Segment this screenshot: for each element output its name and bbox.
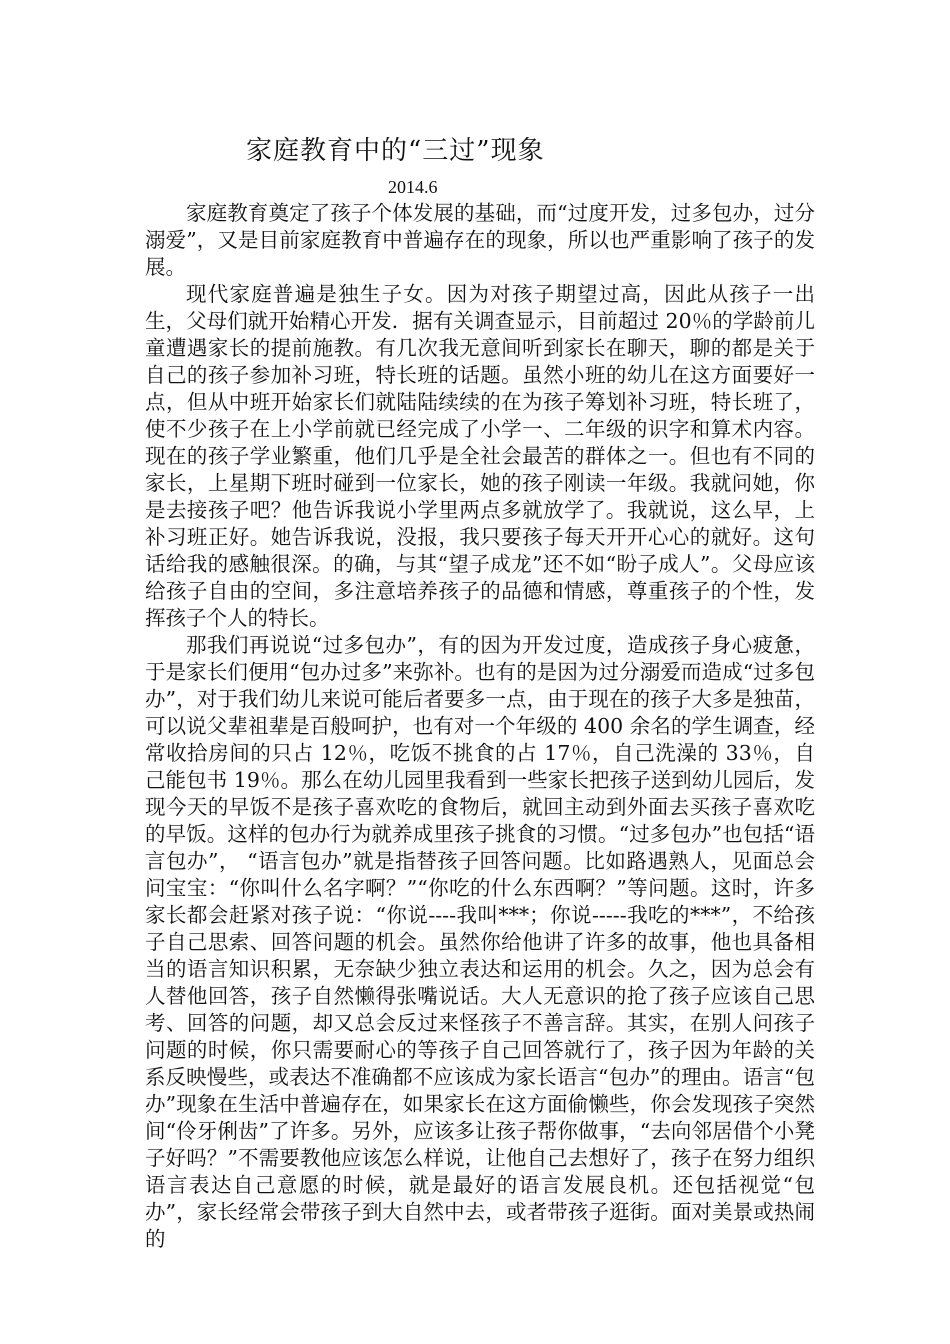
paragraph-3: 那我们再说说“过多包办”，有的因为开发过度，造成孩子身心疲惫，于是家长们便用“包办过多”来弥补。也有的是因为过分溺爱而造成“过多包办”，对于我们幼儿来说可能后者要多一点，由于现在的孩子大多是独苗，可以说父辈祖辈是百般呵护，也有对一个年级的 400 余名的学生调查，经常收拾房间的只占 12％，吃饭不挑食的占 17％，自己洗澡的 33％，自己能包书 19％。那么在幼儿园里我看到一些家长把孩子送到幼儿园后，发现今天的早饭不是孩子喜欢吃的食物后，就回主动到外面去买孩子喜欢吃的早饭。这样的包办行为就养成里孩子挑食的习惯。“过多包办”也包括“语言包办”， “语言包办”就是指替孩子回答问题。比如路遇熟人，见面总会问宝宝：“你叫什么名字啊？”“你吃的什么东西啊？”等问题。这时，许多家长都会赶紧对孩子说：“你说----我叫***；你说-----我吃的***”，不给孩子自己思索、回答问题的机会。虽然你给他讲了许多的故事，他也具备相当的语言知识积累，无奈缺少独立表达和运用的机会。久之，因为总会有人替他回答，孩子自然懒得张嘴说话。大人无意识的抢了孩子应该自己思考、回答的问题，却又总会反过来怪孩子不善言辞。其实，在别人问孩子问题的时候，你只需要耐心的等孩子自己回答就行了，孩子因为年龄的关系反映慢些，或表达不准确都不应该成为家长语言“包办”的理由。语言“包办”现象在生活中普遍存在，如果家长在这方面偷懒些，你会发现孩子突然间“伶牙俐齿”了许多。另外，应该多让孩子帮你做事，“去向邻居借个小凳子好吗？”不需要教他应该怎么样说，让他自己去想好了，孩子在努力组织语言表达自己意愿的时候，就是最好的语言发展良机。还包括视觉“包办”，家长经常会带孩子到大自然中去，或者带孩子逛街。面对美景或热闹的 bbox=[145, 633, 815, 1251]
document-body bbox=[145, 200, 815, 1253]
document-title: 家庭教育中的“三过”现象 bbox=[246, 136, 545, 166]
document-date: 2014.6 bbox=[388, 177, 438, 197]
paragraph-1: 家庭教育奠定了孩子个体发展的基础，而“过度开发，过多包办，过分溺爱”，又是目前家庭教育中普遍存在的现象，所以也严重影响了孩子的发展。 bbox=[145, 201, 815, 279]
paragraph-2: 现代家庭普遍是独生子女。因为对孩子期望过高，因此从孩子一出生，父母们就开始精心开发．据有关调查显示，目前超过 20％的学龄前儿童遭遇家长的提前施教。有几次我无意间听到家长在聊天，聊的都是关于自己的孩子参加补习班，特长班的话题。虽然小班的幼儿在这方面要好一点，但从中班开始家长们就陆陆续续的在为孩子筹划补习班，特长班了，使不少孩子在上小学前就已经完成了小学一、二年级的识字和算术内容。现在的孩子学业繁重，他们几乎是全社会最苦的群体之一。但也有不同的家长，上星期下班时碰到一位家长，她的孩子刚读一年级。我就问她，你是去接孩子吧？他告诉我说小学里两点多就放学了。我就说，这么早，上补习班正好。她告诉我说，没报，我只要孩子每天开开心心的就好。这句话给我的感触很深。的确，与其“望子成龙”还不如“盼子成人”。父母应该给孩子自由的空间，多注意培养孩子的品德和情感，尊重孩子的个性，发挥孩子个人的特长。 bbox=[145, 282, 815, 630]
